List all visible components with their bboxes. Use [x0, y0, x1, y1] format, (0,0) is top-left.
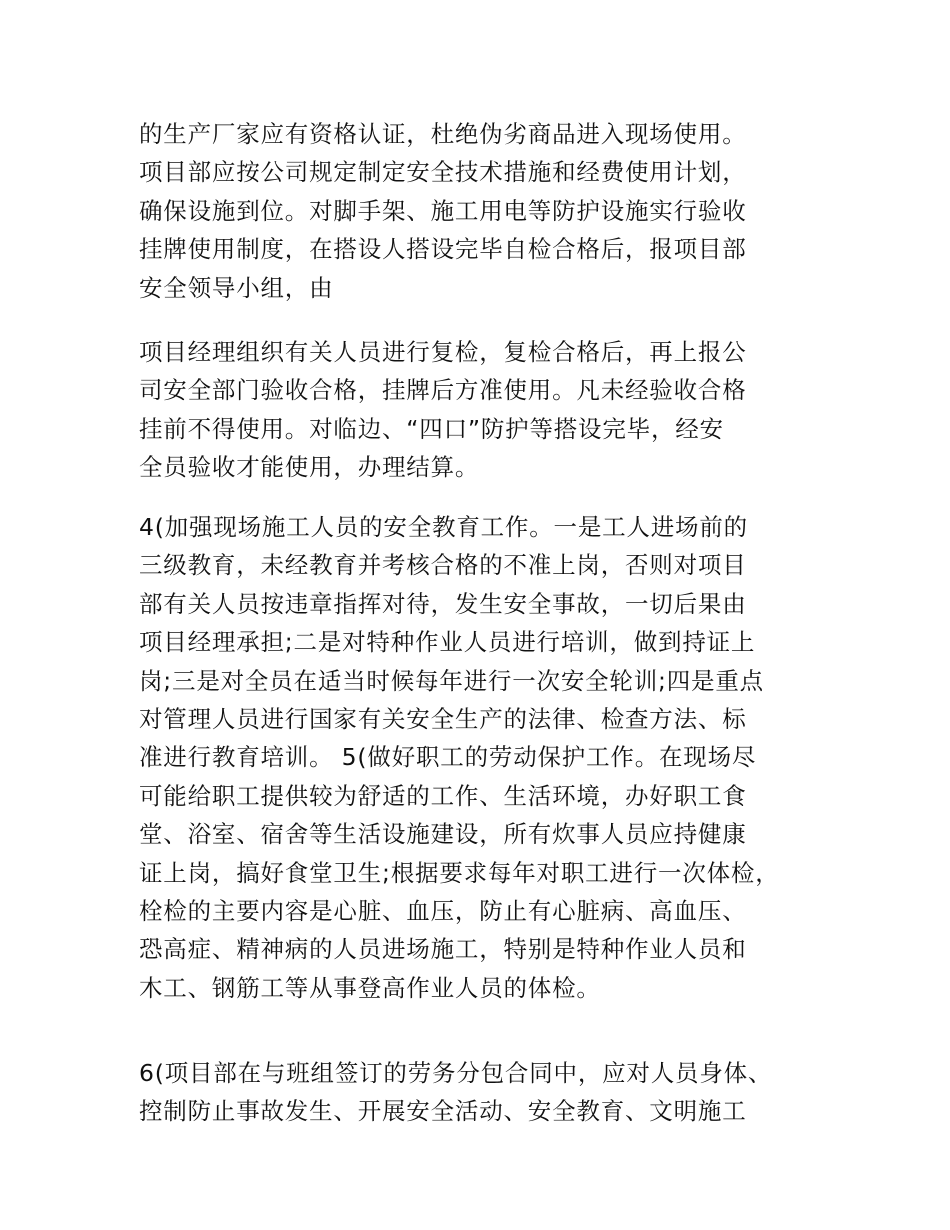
- text-line: 部有关人员按违章指挥对待，发生安全事故，一切后果由: [139, 589, 747, 618]
- paragraph-3: [139, 508, 839, 1007]
- text-line: 项目经理组织有关人员进行复检，复检合格后，再上报公: [139, 338, 747, 366]
- text-line: 证上岗，搞好食堂卫生;根据要求每年对职工进行一次体检，: [139, 858, 780, 887]
- text-line: 项目部应按公司规定制定安全技术措施和经费使用计划，: [139, 158, 747, 187]
- text-line: 挂前不得使用。对临边、“四口”防护等搭设完毕，经安: [139, 414, 724, 443]
- paragraph-4: [139, 1054, 839, 1131]
- text-line: 栓检的主要内容是心脏、血压，防止有心脏病、高血压、: [139, 896, 747, 925]
- text-line: 全员验收才能使用，办理结算。: [139, 453, 480, 482]
- text-line: 司安全部门验收合格，挂牌后方准使用。凡未经验收合格: [139, 376, 747, 405]
- text-line: 确保设施到位。对脚手架、施工用电等防护设施实行验收: [139, 196, 747, 225]
- paragraph-1: [139, 115, 839, 307]
- text-line: 可能给职工提供较为舒适的工作、生活环境，办好职工食: [139, 781, 747, 810]
- text-line: 木工、钢筋工等从事登高作业人员的体检。: [139, 973, 601, 1002]
- text-line: 三级教育，未经教育并考核合格的不准上岗，否则对项目: [139, 551, 747, 580]
- text-line: 项目经理承担;二是对特种作业人员进行培训，做到持证上: [139, 628, 756, 657]
- text-line: 控制防止事故发生、开展安全活动、安全教育、文明施工: [139, 1097, 747, 1126]
- text-line: 4(加强现场施工人员的安全教育工作。一是工人进场前的: [139, 513, 748, 541]
- text-line: 挂牌使用制度，在搭设人搭设完毕自检合格后，报项目部: [139, 235, 747, 264]
- text-line: 准进行教育培训。 5(做好职工的劳动保护工作。在现场尽: [139, 743, 757, 772]
- text-line: 的生产厂家应有资格认证，杜绝伪劣商品进入现场使用。: [139, 120, 747, 148]
- paragraph-2: [139, 333, 839, 487]
- text-line: 堂、浴室、宿舍等生活设施建设，所有炊事人员应持健康: [139, 820, 747, 849]
- text-line: 岗;三是对全员在适当时候每年进行一次安全轮训;四是重点: [139, 666, 764, 695]
- text-line: 对管理人员进行国家有关安全生产的法律、检查方法、标: [139, 704, 747, 733]
- text-line: 恐高症、精神病的人员进场施工，特别是特种作业人员和: [139, 935, 747, 964]
- text-line: 6(项目部在与班组签订的劳务分包合同中，应对人员身体、: [139, 1059, 773, 1087]
- text-line: 安全领导小组，由: [139, 273, 334, 302]
